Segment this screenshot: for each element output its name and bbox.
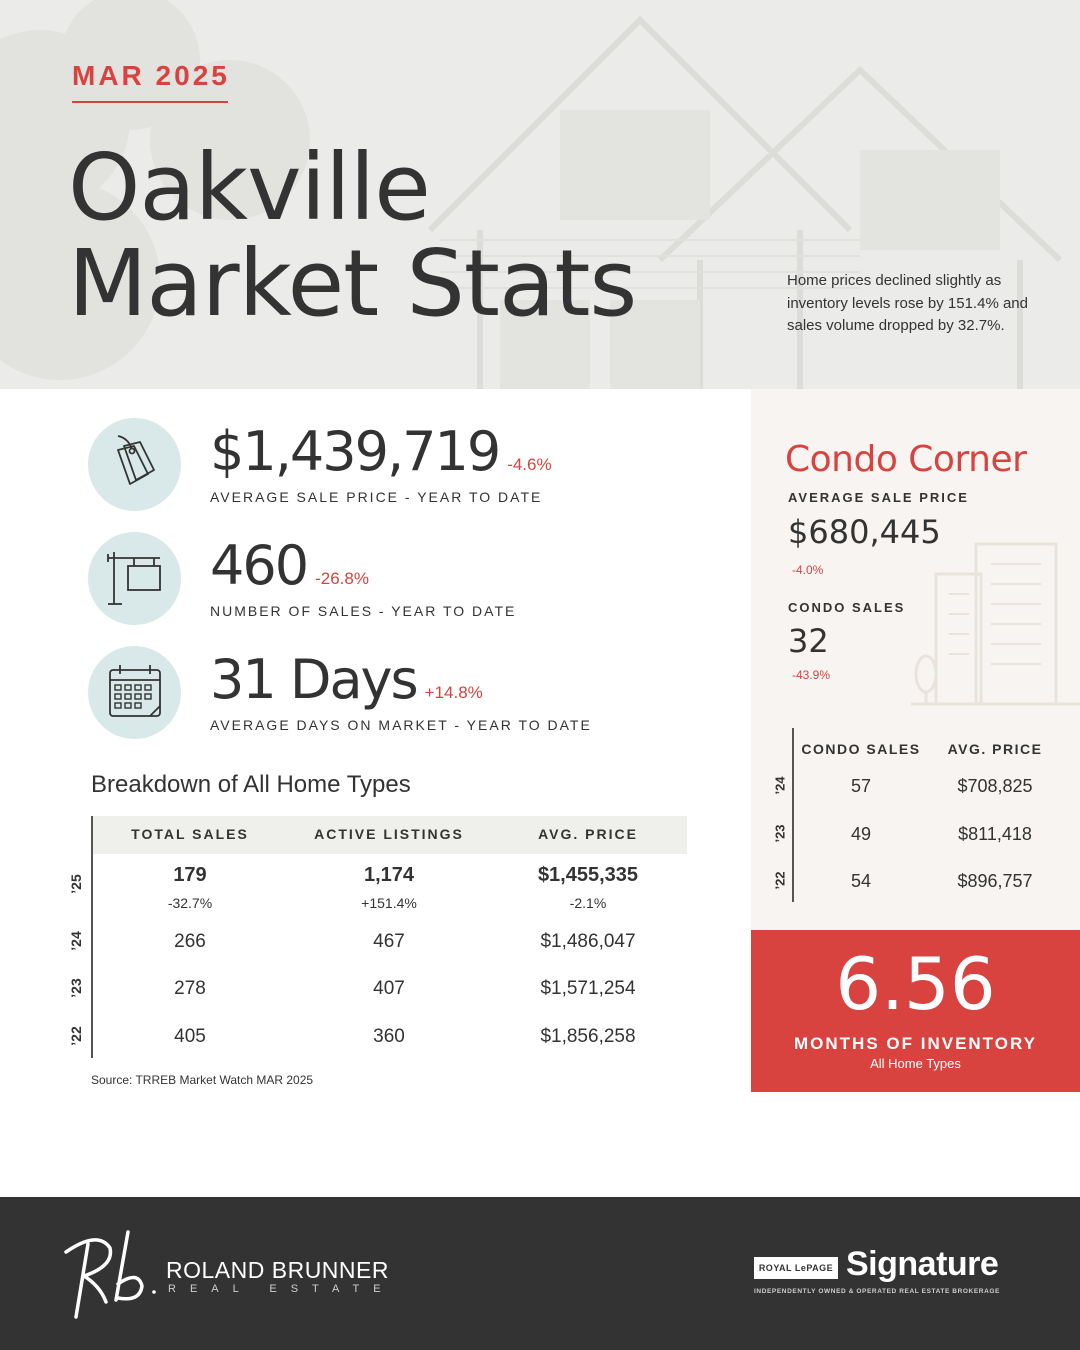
stat-average-sale-price: [88, 418, 728, 513]
inventory-value: 6.56: [835, 942, 996, 1026]
stat-value: 31 Days +14.8%: [210, 648, 483, 711]
table-cell: $708,825: [957, 776, 1033, 796]
stat-label: AVERAGE DAYS ON MARKET - YEAR TO DATE: [210, 717, 592, 733]
table-cell: $1,455,335: [537, 864, 639, 886]
royal-lepage-logo: ROYAL LePAGE: [754, 1257, 838, 1279]
title-line-2: Market Stats: [68, 230, 637, 337]
condo-avg-price-label: AVERAGE SALE PRICE: [788, 490, 969, 505]
stat-change: +14.8%: [424, 683, 483, 702]
market-summary: Home prices declined slightly as inventory levels rose by 151.4% and sales volume dropped by 32.7%.: [787, 272, 1028, 334]
row-year: ’24: [772, 776, 788, 795]
stat-value: 460 -26.8%: [210, 534, 369, 597]
table-cell: 49: [850, 824, 872, 844]
month-underline: [72, 101, 228, 103]
column-header-active-listings: ACTIVE LISTINGS: [314, 826, 464, 842]
table-cell: 1,174: [363, 864, 415, 886]
column-header-avg-price: AVG. PRICE: [538, 826, 638, 842]
table-cell: 405: [174, 1026, 206, 1047]
stat-label: NUMBER OF SALES - YEAR TO DATE: [210, 603, 517, 619]
table-cell: $1,856,258: [540, 1026, 636, 1047]
table-cell: 278: [174, 978, 206, 999]
row-year: ’24: [68, 931, 84, 951]
row-year: ’23: [772, 824, 788, 843]
table-cell: $1,571,254: [540, 978, 636, 999]
table-cell: 179: [173, 864, 207, 886]
row-year: ’25: [68, 874, 84, 894]
table-cell: 407: [373, 978, 405, 999]
stat-number-of-sales: [88, 532, 728, 627]
sale-sign-icon: [88, 532, 181, 625]
title-line-1: Oakville: [68, 134, 430, 241]
row-year: ’22: [68, 1026, 84, 1046]
condo-sales-label: CONDO SALES: [788, 600, 906, 615]
condo-sales-value: 32: [788, 622, 829, 660]
inventory-subtitle: All Home Types: [870, 1056, 961, 1071]
stat-value: $1,439,719 -4.6%: [210, 420, 552, 483]
condo-corner-title: Condo Corner: [785, 439, 1027, 480]
table-cell: 57: [850, 776, 872, 796]
table-cell: 266: [174, 931, 206, 952]
stat-change: -26.8%: [315, 569, 369, 588]
page-title: [68, 134, 637, 337]
hero-banner: [0, 0, 1080, 389]
stat-label: AVERAGE SALE PRICE - YEAR TO DATE: [210, 489, 543, 505]
table-cell: $896,757: [957, 871, 1033, 891]
table-cell: 360: [373, 1026, 405, 1047]
stat-days-on-market: [88, 646, 728, 741]
report-month: MAR 2025: [72, 60, 230, 91]
table-cell-change: -32.7%: [167, 895, 213, 911]
months-of-inventory-box: [751, 930, 1080, 1092]
inventory-label: MONTHS OF INVENTORY: [794, 1034, 1037, 1053]
stat-change: -4.6%: [507, 455, 552, 474]
condo-avg-price-value: $680,445: [788, 513, 941, 551]
condo-sales-change: -43.9%: [792, 668, 831, 682]
table-cell: $811,418: [958, 824, 1032, 844]
brand-name: ROLAND BRUNNER: [166, 1257, 389, 1283]
breakdown-title: Breakdown of All Home Types: [91, 771, 411, 798]
calendar-icon: [88, 646, 181, 739]
row-year: ’23: [68, 978, 84, 998]
column-header-total-sales: TOTAL SALES: [131, 826, 249, 842]
column-header-condo-avg-price: AVG. PRICE: [947, 741, 1043, 757]
table-cell: $1,486,047: [540, 931, 636, 952]
condo-table-divider: [792, 728, 794, 902]
price-tag-icon: [88, 418, 181, 511]
condo-avg-price-change: -4.0%: [792, 563, 824, 577]
brand-subtitle: REAL ESTATE: [168, 1283, 395, 1295]
signature-brand: Signature: [846, 1245, 999, 1283]
rb-signature-logo: [58, 1222, 163, 1327]
table-cell: 54: [850, 871, 872, 891]
table-cell-change: +151.4%: [361, 895, 417, 911]
column-header-condo-sales: CONDO SALES: [801, 741, 921, 757]
data-source: Source: TRREB Market Watch MAR 2025: [91, 1073, 314, 1087]
table-cell-change: -2.1%: [569, 895, 607, 911]
row-year: ’22: [772, 871, 788, 890]
table-cell: 467: [373, 931, 405, 952]
brokerage-tagline: INDEPENDENTLY OWNED & OPERATED REAL ESTATE BROKERAGE: [754, 1288, 1000, 1295]
